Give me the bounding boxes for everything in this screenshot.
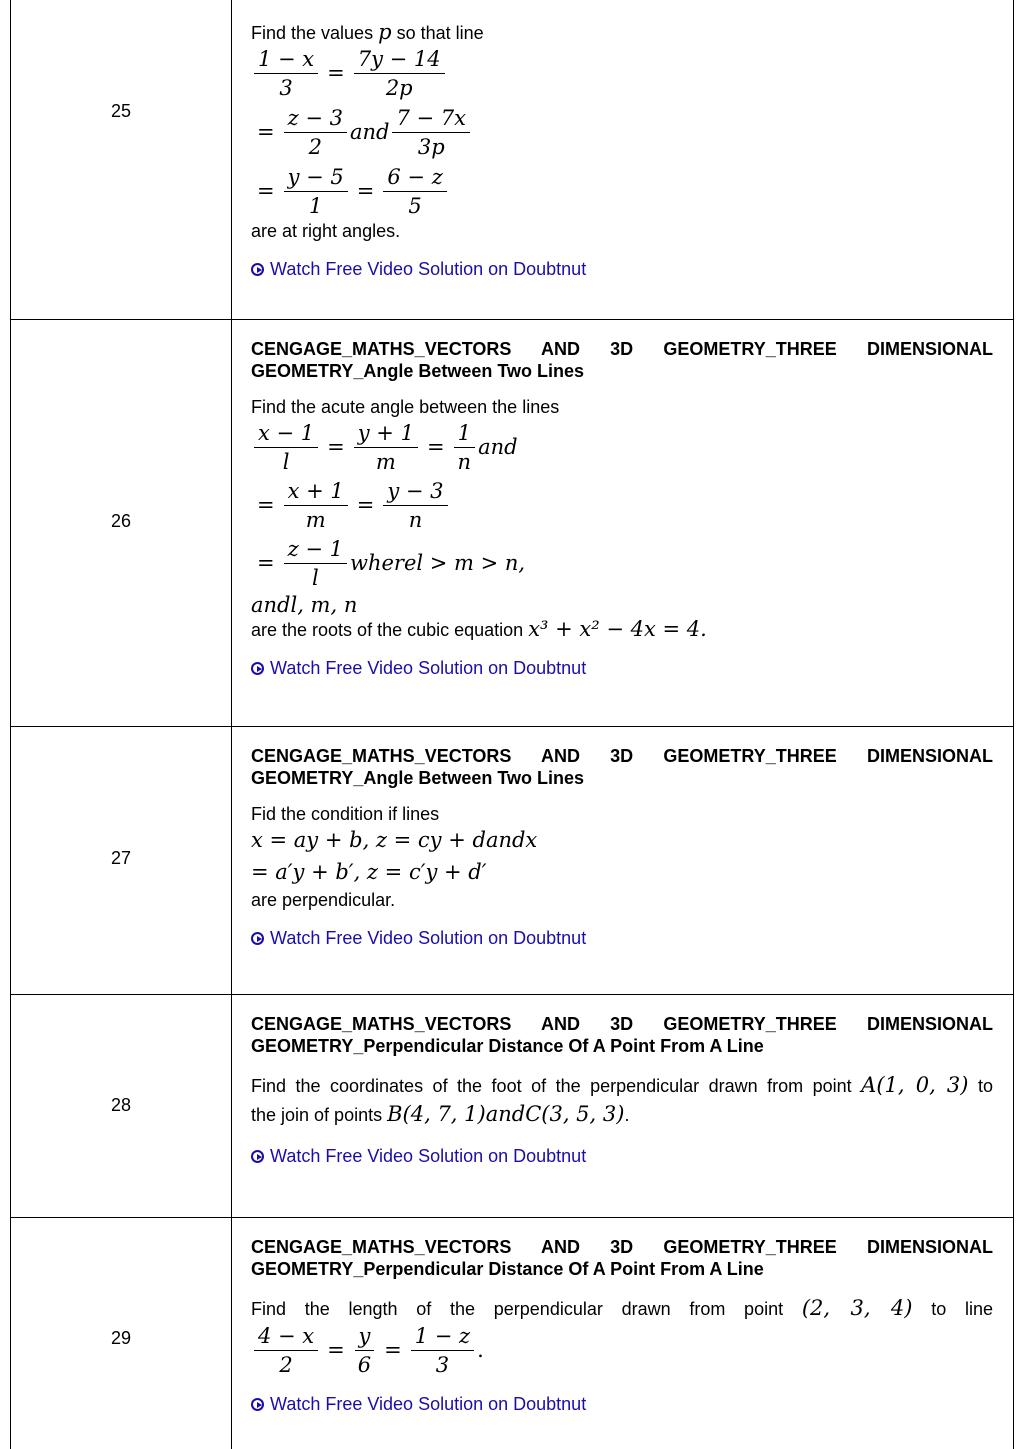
equation: = $\frac{x + 1}{m}$ = $\frac{y - 3}{n}$ [251, 476, 993, 534]
question-number: 28 [110, 1095, 132, 1115]
equation: = $\frac{z - 1}{l}$ wherel > m > n, [257, 536, 526, 590]
play-icon [251, 1150, 264, 1163]
question-text: the join of points B(4, 7, 1)andC(3, 5, 3). [251, 1102, 630, 1126]
watch-video-link[interactable]: Watch Free Video Solution on Doubtnut [251, 1393, 993, 1415]
play-icon [251, 662, 264, 675]
question-number: 25 [110, 101, 132, 121]
math-text: andl, m, n [251, 593, 358, 617]
equation: = $\frac{y - 5}{1}$ = $\frac{6 - z}{5}$ [251, 162, 993, 220]
watch-video-link[interactable]: Watch Free Video Solution on Doubtnut [251, 657, 993, 679]
play-icon [251, 263, 264, 276]
play-icon [251, 932, 264, 945]
equation: $\frac{1 - x}{3}$ = $\frac{7y - 14}{2p}$ [251, 44, 993, 102]
question-26 [251, 338, 993, 679]
question-text: are the roots of the cubic equation x³ + x² − 4x = 4. [251, 617, 707, 641]
equation: $\frac{x - 1}{l}$ = $\frac{y + 1}{m}$ = $\frac{1}{n}$ and [251, 418, 993, 476]
question-number: 29 [110, 1328, 132, 1348]
question-text: Fid the condition if lines [251, 804, 440, 824]
table-border-left [10, 0, 11, 1449]
question-text: Find the coordinates of the foot of the perpendicular drawn from point A(1, 0, 3) to [251, 1073, 993, 1097]
row-divider [10, 726, 1014, 727]
topic-heading: CENGAGE_MATHS_VECTORS AND 3D GEOMETRY_THREE DIMENSIONAL GEOMETRY_Angle Between Two Lines [251, 339, 993, 381]
topic-heading: CENGAGE_MATHS_VECTORS AND 3D GEOMETRY_THREE DIMENSIONAL GEOMETRY_Angle Between Two Lines [251, 746, 993, 788]
equation: = $\frac{z - 3}{2}$ and $\frac{7 - 7x}{3p}$ [251, 102, 993, 162]
watch-video-link[interactable]: Watch Free Video Solution on Doubtnut [251, 927, 993, 949]
equation: x = ay + b, z = cy + dandx [251, 828, 538, 852]
watch-video-link[interactable]: Watch Free Video Solution on Doubtnut [251, 1145, 993, 1167]
row-divider [10, 319, 1014, 320]
question-text: are at right angles. [251, 221, 401, 241]
table-border-right [1013, 0, 1014, 1449]
play-icon [251, 1398, 264, 1411]
question-number: 27 [110, 848, 132, 868]
question-28 [251, 1013, 993, 1167]
row-divider [10, 994, 1014, 995]
question-text: are perpendicular. [251, 890, 396, 910]
row-divider [10, 1217, 1014, 1218]
question-25 [251, 21, 993, 280]
question-text: Find the length of the perpendicular drawn from point (2, 3, 4) to line [251, 1296, 993, 1320]
topic-heading: CENGAGE_MATHS_VECTORS AND 3D GEOMETRY_THREE DIMENSIONAL GEOMETRY_Perpendicular Distance Of A Point From A Line [251, 1014, 993, 1056]
question-number: 26 [110, 511, 132, 531]
question-29 [251, 1236, 993, 1415]
question-text: Find the values p so that line [251, 20, 484, 44]
question-text: Find the acute angle between the lines [251, 397, 560, 417]
question-27 [251, 745, 993, 949]
table-column-divider [231, 0, 232, 1449]
watch-video-link[interactable]: Watch Free Video Solution on Doubtnut [251, 258, 993, 280]
equation: $\frac{4 - x}{2}$ = $\frac{y}{6}$ = $\frac{1 - z}{3}$ . [251, 1323, 993, 1377]
equation: = a′y + b′, z = c′y + d′ [251, 860, 487, 884]
topic-heading: CENGAGE_MATHS_VECTORS AND 3D GEOMETRY_THREE DIMENSIONAL GEOMETRY_Perpendicular Distance Of A Point From A Line [251, 1237, 993, 1279]
